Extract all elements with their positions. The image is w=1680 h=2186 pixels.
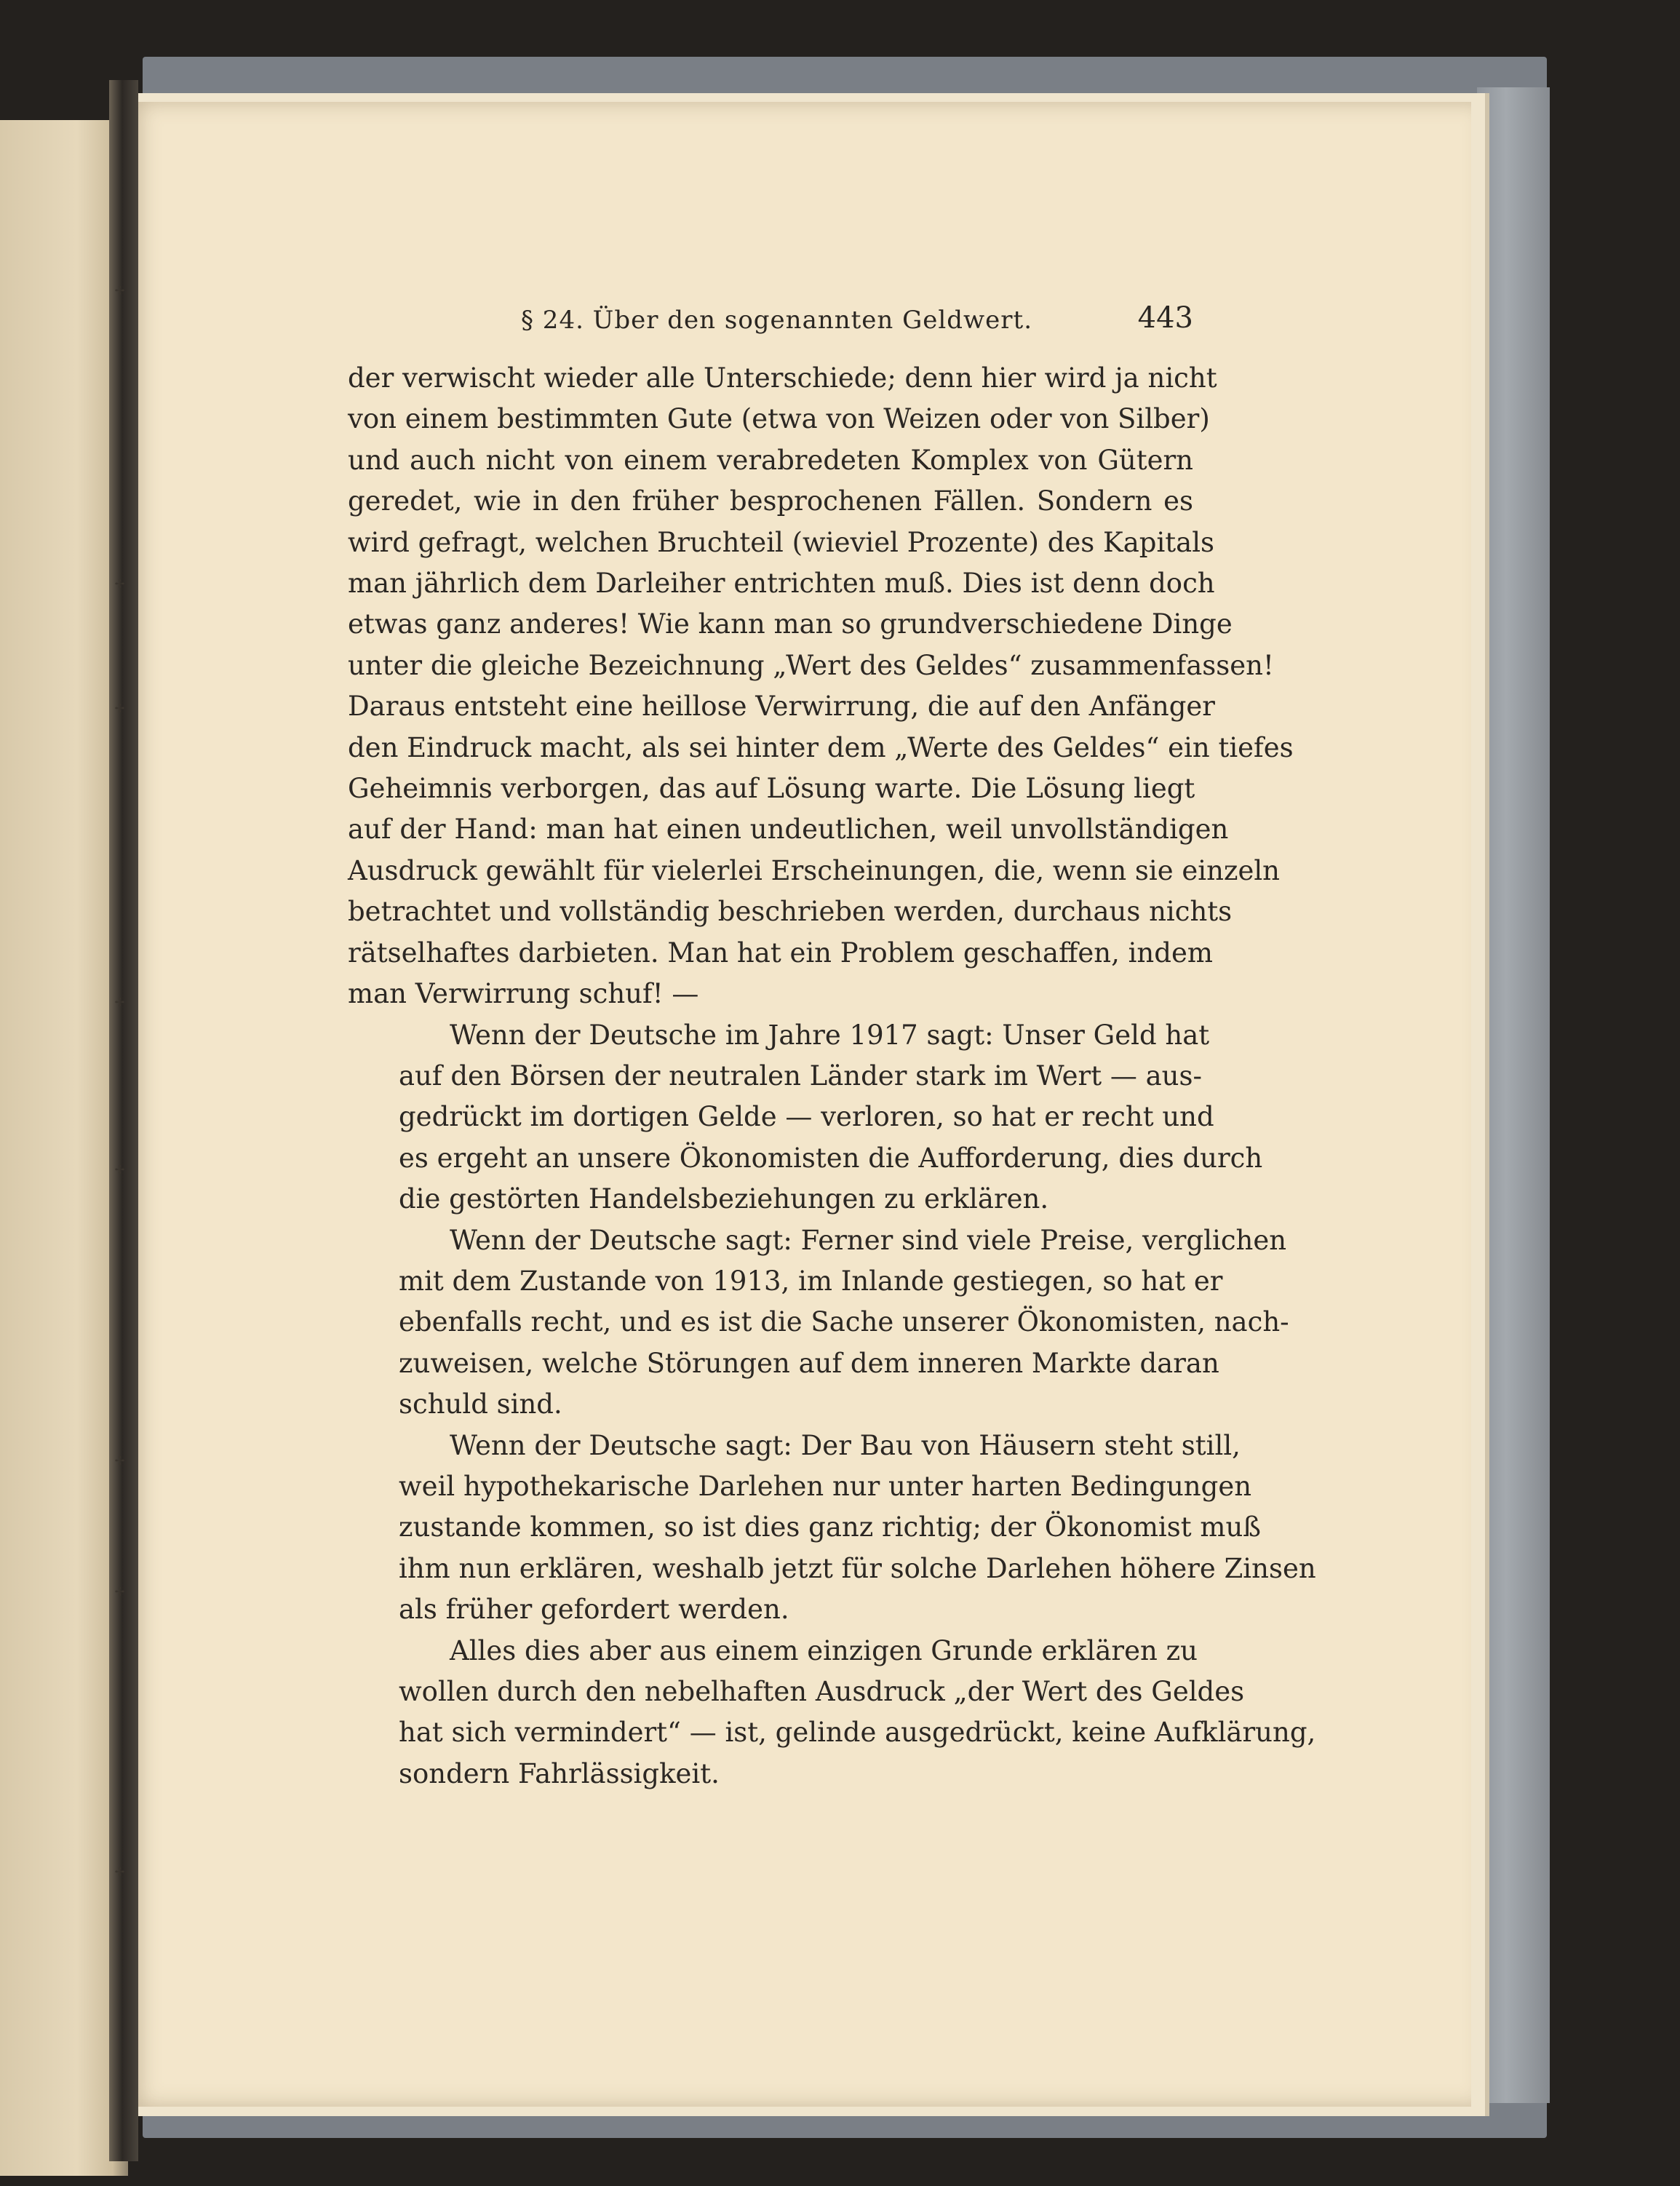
binding-stitch: ✢ [115, 1451, 125, 1469]
text-line: es ergeht an unsere Ökonomisten die Aufforderung, dies durch [399, 1142, 1263, 1174]
text-line: sondern Fahrlässigkeit. [399, 1757, 720, 1789]
text-line: etwas ganz anderes! Wie kann man so grundverschiedene Dinge [348, 608, 1233, 640]
text-line: unter die gleiche Bezeichnung „Wert des Geldes“ zusammenfassen! [348, 649, 1274, 681]
text-line: betrachtet und vollständig beschrieben werden, durchaus nichts [348, 896, 1233, 928]
paragraph [348, 1426, 1316, 1631]
text-line: rätselhaftes darbieten. Man hat ein Problem geschaffen, indem [348, 937, 1213, 969]
paragraph [348, 358, 1294, 1015]
text-line: ihm nun erklären, weshalb jetzt für solche Darlehen höhere Zinsen [399, 1552, 1316, 1584]
binding-stitch: ✢ [115, 1160, 125, 1178]
paragraph [348, 1015, 1263, 1220]
text-line: als früher gefordert werden. [399, 1594, 789, 1626]
body-text [348, 358, 1316, 1794]
binding-stitch: ✢ [115, 574, 125, 592]
text-line: Daraus entsteht eine heillose Verwirrung, die auf den Anfänger [348, 691, 1215, 723]
text-line: man Verwirrung schuf! — [348, 978, 699, 1010]
text-line: Geheimnis verborgen, das auf Lösung warte. Die Lösung liegt [348, 773, 1195, 805]
binding-stitch: ✢ [115, 281, 125, 299]
text-line: Alles dies aber aus einem einzigen Grunde erklären zu [450, 1634, 1198, 1666]
page-header [348, 300, 1193, 351]
binding-stitch: ✢ [115, 699, 125, 717]
binding-stitch: ✢ [115, 1582, 125, 1600]
text-line: der verwischt wieder alle Unterschiede; denn hier wird ja nicht [348, 362, 1217, 394]
binding-stitch: ✢ [115, 1862, 125, 1880]
paragraph [348, 1631, 1316, 1795]
text-line: auf den Börsen der neutralen Länder stark im Wert — aus- [399, 1060, 1202, 1092]
text-line: hat sich vermindert“ — ist, gelinde ausgedrückt, keine Aufklärung, [399, 1717, 1316, 1749]
page-number: 443 [1137, 301, 1193, 335]
text-line: mit dem Zustande von 1913, im Inlande gestiegen, so hat er [399, 1265, 1223, 1297]
text-line: gedrückt im dortigen Gelde — verloren, so hat er recht und [399, 1101, 1214, 1133]
text-line: wird gefragt, welchen Bruchteil (wieviel Prozente) des Kapitals [348, 526, 1215, 558]
text-line: von einem bestimmten Gute (etwa von Weizen oder von Silber) [348, 403, 1210, 435]
binding-stitch: ✢ [115, 993, 125, 1011]
text-line: man jährlich dem Darleiher entrichten muß. Dies ist denn doch [348, 568, 1215, 600]
paragraph [348, 1220, 1289, 1426]
text-line: auf der Hand: man hat einen undeutlichen, weil unvollständigen [348, 814, 1229, 846]
text-line: Wenn der Deutsche sagt: Ferner sind viele Preise, verglichen [450, 1224, 1287, 1256]
book-gutter [109, 80, 138, 2161]
text-line: schuld sind. [399, 1388, 562, 1420]
text-line: und auch nicht von einem verabredeten Komplex von Gütern [348, 444, 1193, 476]
text-line: den Eindruck macht, als sei hinter dem „Werte des Geldes“ ein tiefes [348, 731, 1294, 763]
text-line: die gestörten Handelsbeziehungen zu erklären. [399, 1183, 1049, 1215]
text-line: weil hypothekarische Darlehen nur unter harten Bedingungen [399, 1470, 1252, 1502]
text-line: wollen durch den nebelhaften Ausdruck „der Wert des Geldes [399, 1676, 1245, 1707]
text-line: Wenn der Deutsche im Jahre 1917 sagt: Unser Geld hat [450, 1019, 1210, 1051]
text-line: geredet, wie in den früher besprochenen Fällen. Sondern es [348, 485, 1193, 517]
text-line: Ausdruck gewählt für vielerlei Erscheinungen, die, wenn sie einzeln [348, 854, 1280, 886]
text-line: Wenn der Deutsche sagt: Der Bau von Häusern steht still, [450, 1429, 1241, 1461]
text-line: zuweisen, welche Störungen auf dem inneren Markte daran [399, 1347, 1219, 1379]
running-title: § 24. Über den sogenannten Geldwert. [521, 306, 1033, 335]
text-line: zustande kommen, so ist dies ganz richtig; der Ökonomist muß [399, 1511, 1262, 1543]
text-line: ebenfalls recht, und es ist die Sache unserer Ökonomisten, nach- [399, 1306, 1289, 1338]
